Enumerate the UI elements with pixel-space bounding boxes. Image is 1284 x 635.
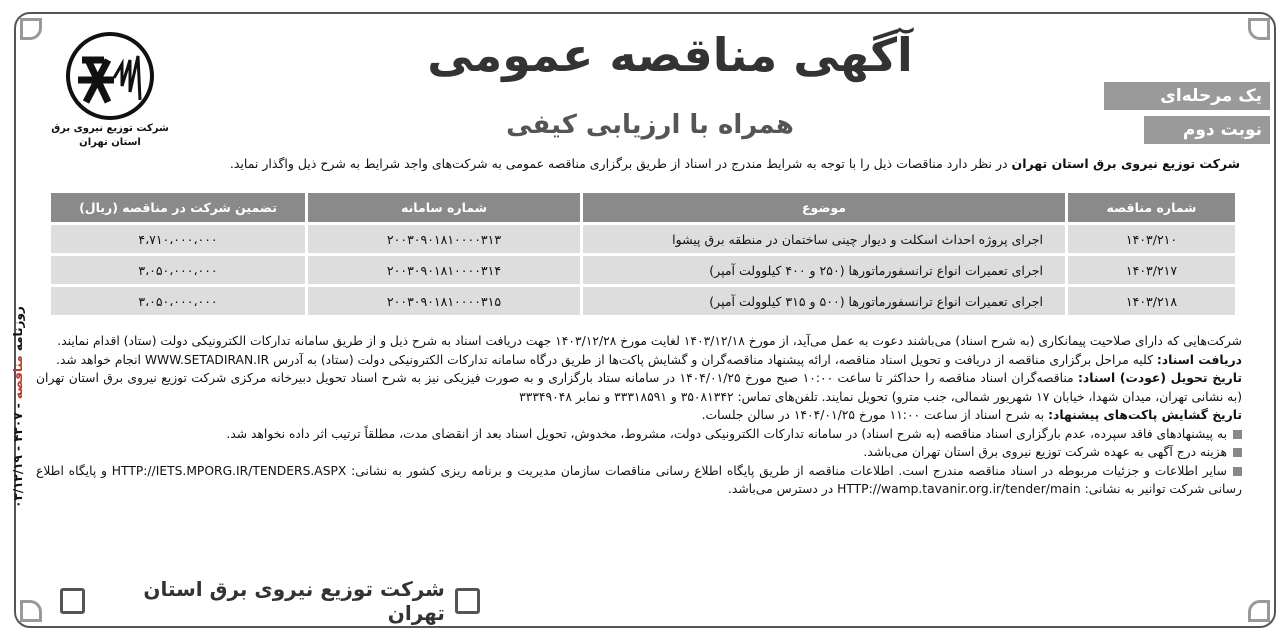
body-paragraph-opening bbox=[36, 406, 1242, 425]
col-header-system-number: شماره سامانه bbox=[308, 193, 580, 222]
col-header-guarantee: تضمین شرکت در مناقصه (ریال) bbox=[51, 193, 305, 222]
page-title: آگهی مناقصه عمومی bbox=[427, 28, 913, 82]
body-paragraph-invitation: شرکت‌هایی که دارای صلاحیت پیمانکاری (به شرح اسناد) می‌باشند دعوت به عمل می‌آید، از مورخ ۱۴۰۳/۱۲/۱۸ لغایت مورخ ۱۴۰۳/۱۲/۲۸ جهت دریافت اسناد به شرح ذیل و از طریق سامانه تدارکات الکترونیکی دولت (ستاد) اقدام نمایند. bbox=[57, 334, 1242, 348]
tenders-table bbox=[48, 190, 1238, 318]
cell-system-number: ۲۰۰۳۰۹۰۱۸۱۰۰۰۰۳۱۴ bbox=[308, 256, 580, 284]
stage-badge: یک مرحله‌ای bbox=[1104, 82, 1270, 110]
bullet-item bbox=[36, 462, 1242, 499]
page-subtitle: همراه با ارزیابی کیفی bbox=[506, 110, 794, 140]
cell-guarantee: ۳،۰۵۰،۰۰۰،۰۰۰ bbox=[51, 256, 305, 284]
cell-subject: اجرای تعمیرات انواع ترانسفورماتورها (۵۰۰ و ۳۱۵ کیلوولت آمپر) bbox=[583, 287, 1065, 315]
cell-subject: اجرای تعمیرات انواع ترانسفورماتورها (۲۵۰ و ۴۰۰ کیلوولت آمپر) bbox=[583, 256, 1065, 284]
intro-text bbox=[40, 156, 1240, 171]
corner-decoration bbox=[20, 18, 42, 40]
text-opening: به شرح اسناد از ساعت ۱۱:۰۰ مورخ ۱۴۰۴/۰۱/۲۵ در سالن جلسات. bbox=[701, 408, 1049, 422]
bullet-square-icon bbox=[1233, 448, 1242, 457]
newspaper-issue-date: - ۴۳۰۷ - ۰۳/۱۲/۱۹ bbox=[11, 399, 25, 508]
cell-guarantee: ۴،۷۱۰،۰۰۰،۰۰۰ bbox=[51, 225, 305, 253]
cell-tender-number: ۱۴۰۳/۲۱۰ bbox=[1068, 225, 1235, 253]
bullet-text: سایر اطلاعات و جزئیات مربوطه در اسناد مناقصه مندرج است. اطلاعات مناقصه از طریق پایگاه اطلاع رسانی مناقصات سازمان مدیریت و برنامه ریزی کشور به نشانی: HTTP://IETS.MPORG.IR/TENDERS.ASPX و پایگاه اطلاع رسانی شرکت توانیر به نشانی: HTTP://wamp.tavanir.org.ir/tender/main در دسترس می‌باشد. bbox=[36, 463, 1242, 496]
cell-system-number: ۲۰۰۳۰۹۰۱۸۱۰۰۰۰۳۱۳ bbox=[308, 225, 580, 253]
table-row bbox=[51, 256, 1235, 284]
label-delivery: تاریخ تحویل (عودت) اسناد: bbox=[1078, 371, 1242, 385]
newspaper-prefix: روزنامه bbox=[11, 306, 25, 352]
logo-caption-line1: شرکت توزیع نیروی برق bbox=[51, 123, 169, 134]
label-opening: تاریخ گشایش پاکت‌های پیشنهاد: bbox=[1048, 408, 1242, 422]
bullet-square-icon bbox=[1233, 467, 1242, 476]
table-row bbox=[51, 225, 1235, 253]
logo-caption bbox=[45, 122, 175, 150]
newspaper-brand: مناقصه bbox=[11, 355, 25, 400]
footer-signature bbox=[60, 577, 480, 625]
newspaper-sidebar bbox=[0, 300, 32, 530]
cell-tender-number: ۱۴۰۳/۲۱۸ bbox=[1068, 287, 1235, 315]
bullet-square-icon bbox=[1233, 430, 1242, 439]
body-paragraph-delivery bbox=[36, 369, 1242, 406]
ad-body bbox=[36, 332, 1242, 499]
ad-frame bbox=[14, 12, 1276, 628]
round-badge: نوبت دوم bbox=[1144, 116, 1270, 144]
newspaper-issue-label bbox=[11, 292, 25, 522]
bullet-item bbox=[36, 443, 1242, 462]
label-documents: دریافت اسناد: bbox=[1156, 352, 1242, 367]
cell-system-number: ۲۰۰۳۰۹۰۱۸۱۰۰۰۰۳۱۵ bbox=[308, 287, 580, 315]
cell-guarantee: ۳،۰۵۰،۰۰۰،۰۰۰ bbox=[51, 287, 305, 315]
bullet-text: به پیشنهادهای فاقد سپرده، عدم بارگزاری اسناد مناقصه (به شرح اسناد) در سامانه تدارکات الکترونیکی دولت، مشروط، مخدوش، تحویل اسناد بعد از انقضای مدت، مطلقاً ترتیب اثر داده نخواهد شد. bbox=[226, 426, 1227, 441]
body-paragraph-documents bbox=[36, 351, 1242, 370]
logo-caption-line2: استان تهران bbox=[79, 137, 141, 148]
square-decoration-icon bbox=[455, 588, 480, 614]
table-header-row bbox=[51, 193, 1235, 222]
company-logo-block bbox=[45, 30, 175, 170]
text-documents: کلیه مراحل برگزاری مناقصه از دریافت و تحویل اسناد مناقصه، ارائه پیشنهاد مناقصه‌گران و گشایش پاکت‌ها از طریق درگاه سامانه تدارکات الکترونیکی دولت (ستاد) به آدرس WWW.SETADIRAN.IR انجام خواهد شد. bbox=[56, 352, 1157, 367]
col-header-subject: موضوع bbox=[583, 193, 1065, 222]
corner-decoration bbox=[1248, 18, 1270, 40]
square-decoration-icon bbox=[60, 588, 85, 614]
footer-company-name: شرکت توزیع نیروی برق استان تهران bbox=[143, 577, 445, 625]
col-header-tender-number: شماره مناقصه bbox=[1068, 193, 1235, 222]
cell-tender-number: ۱۴۰۳/۲۱۷ bbox=[1068, 256, 1235, 284]
corner-decoration bbox=[20, 600, 42, 622]
table-row bbox=[51, 287, 1235, 315]
text-delivery: مناقصه‌گران اسناد مناقصه را حداکثر تا ساعت ۱۰:۰۰ صبح مورخ ۱۴۰۴/۰۱/۲۵ در سامانه ستاد بارگزاری و به صورت فیزیکی نیز به شرح اسناد تحویل دبیرخانه مرکزی شرکت توزیع نیروی برق استان تهران (به نشانی تهران، میدان شهدا، خیابان ۱۷ شهریور شمالی، جنب مترو) تحویل نمایند. تلفن‌های تماس: ۳۵۰۸۱۳۴۲ و ۳۳۳۱۸۵۹۱ و نمابر ۳۳۳۴۹۰۴۸ bbox=[36, 371, 1242, 404]
bullet-text: هزینه درج آگهی به عهده شرکت توزیع نیروی برق استان تهران می‌باشد. bbox=[863, 445, 1227, 459]
cell-subject: اجرای پروژه احداث اسکلت و دیوار چینی ساختمان در منطقه برق پیشوا bbox=[583, 225, 1065, 253]
intro-company: شرکت توزیع نیروی برق استان تهران bbox=[1011, 156, 1240, 171]
bullet-item bbox=[36, 425, 1242, 444]
corner-decoration bbox=[1248, 600, 1270, 622]
power-company-logo-icon bbox=[64, 30, 156, 122]
intro-body: در نظر دارد مناقصات ذیل را با توجه به شرایط مندرج در اسناد از طریق برگزاری مناقصه عمومی به شرکت‌های واجد شرایط به شرح ذیل واگذار نماید. bbox=[229, 156, 1012, 171]
